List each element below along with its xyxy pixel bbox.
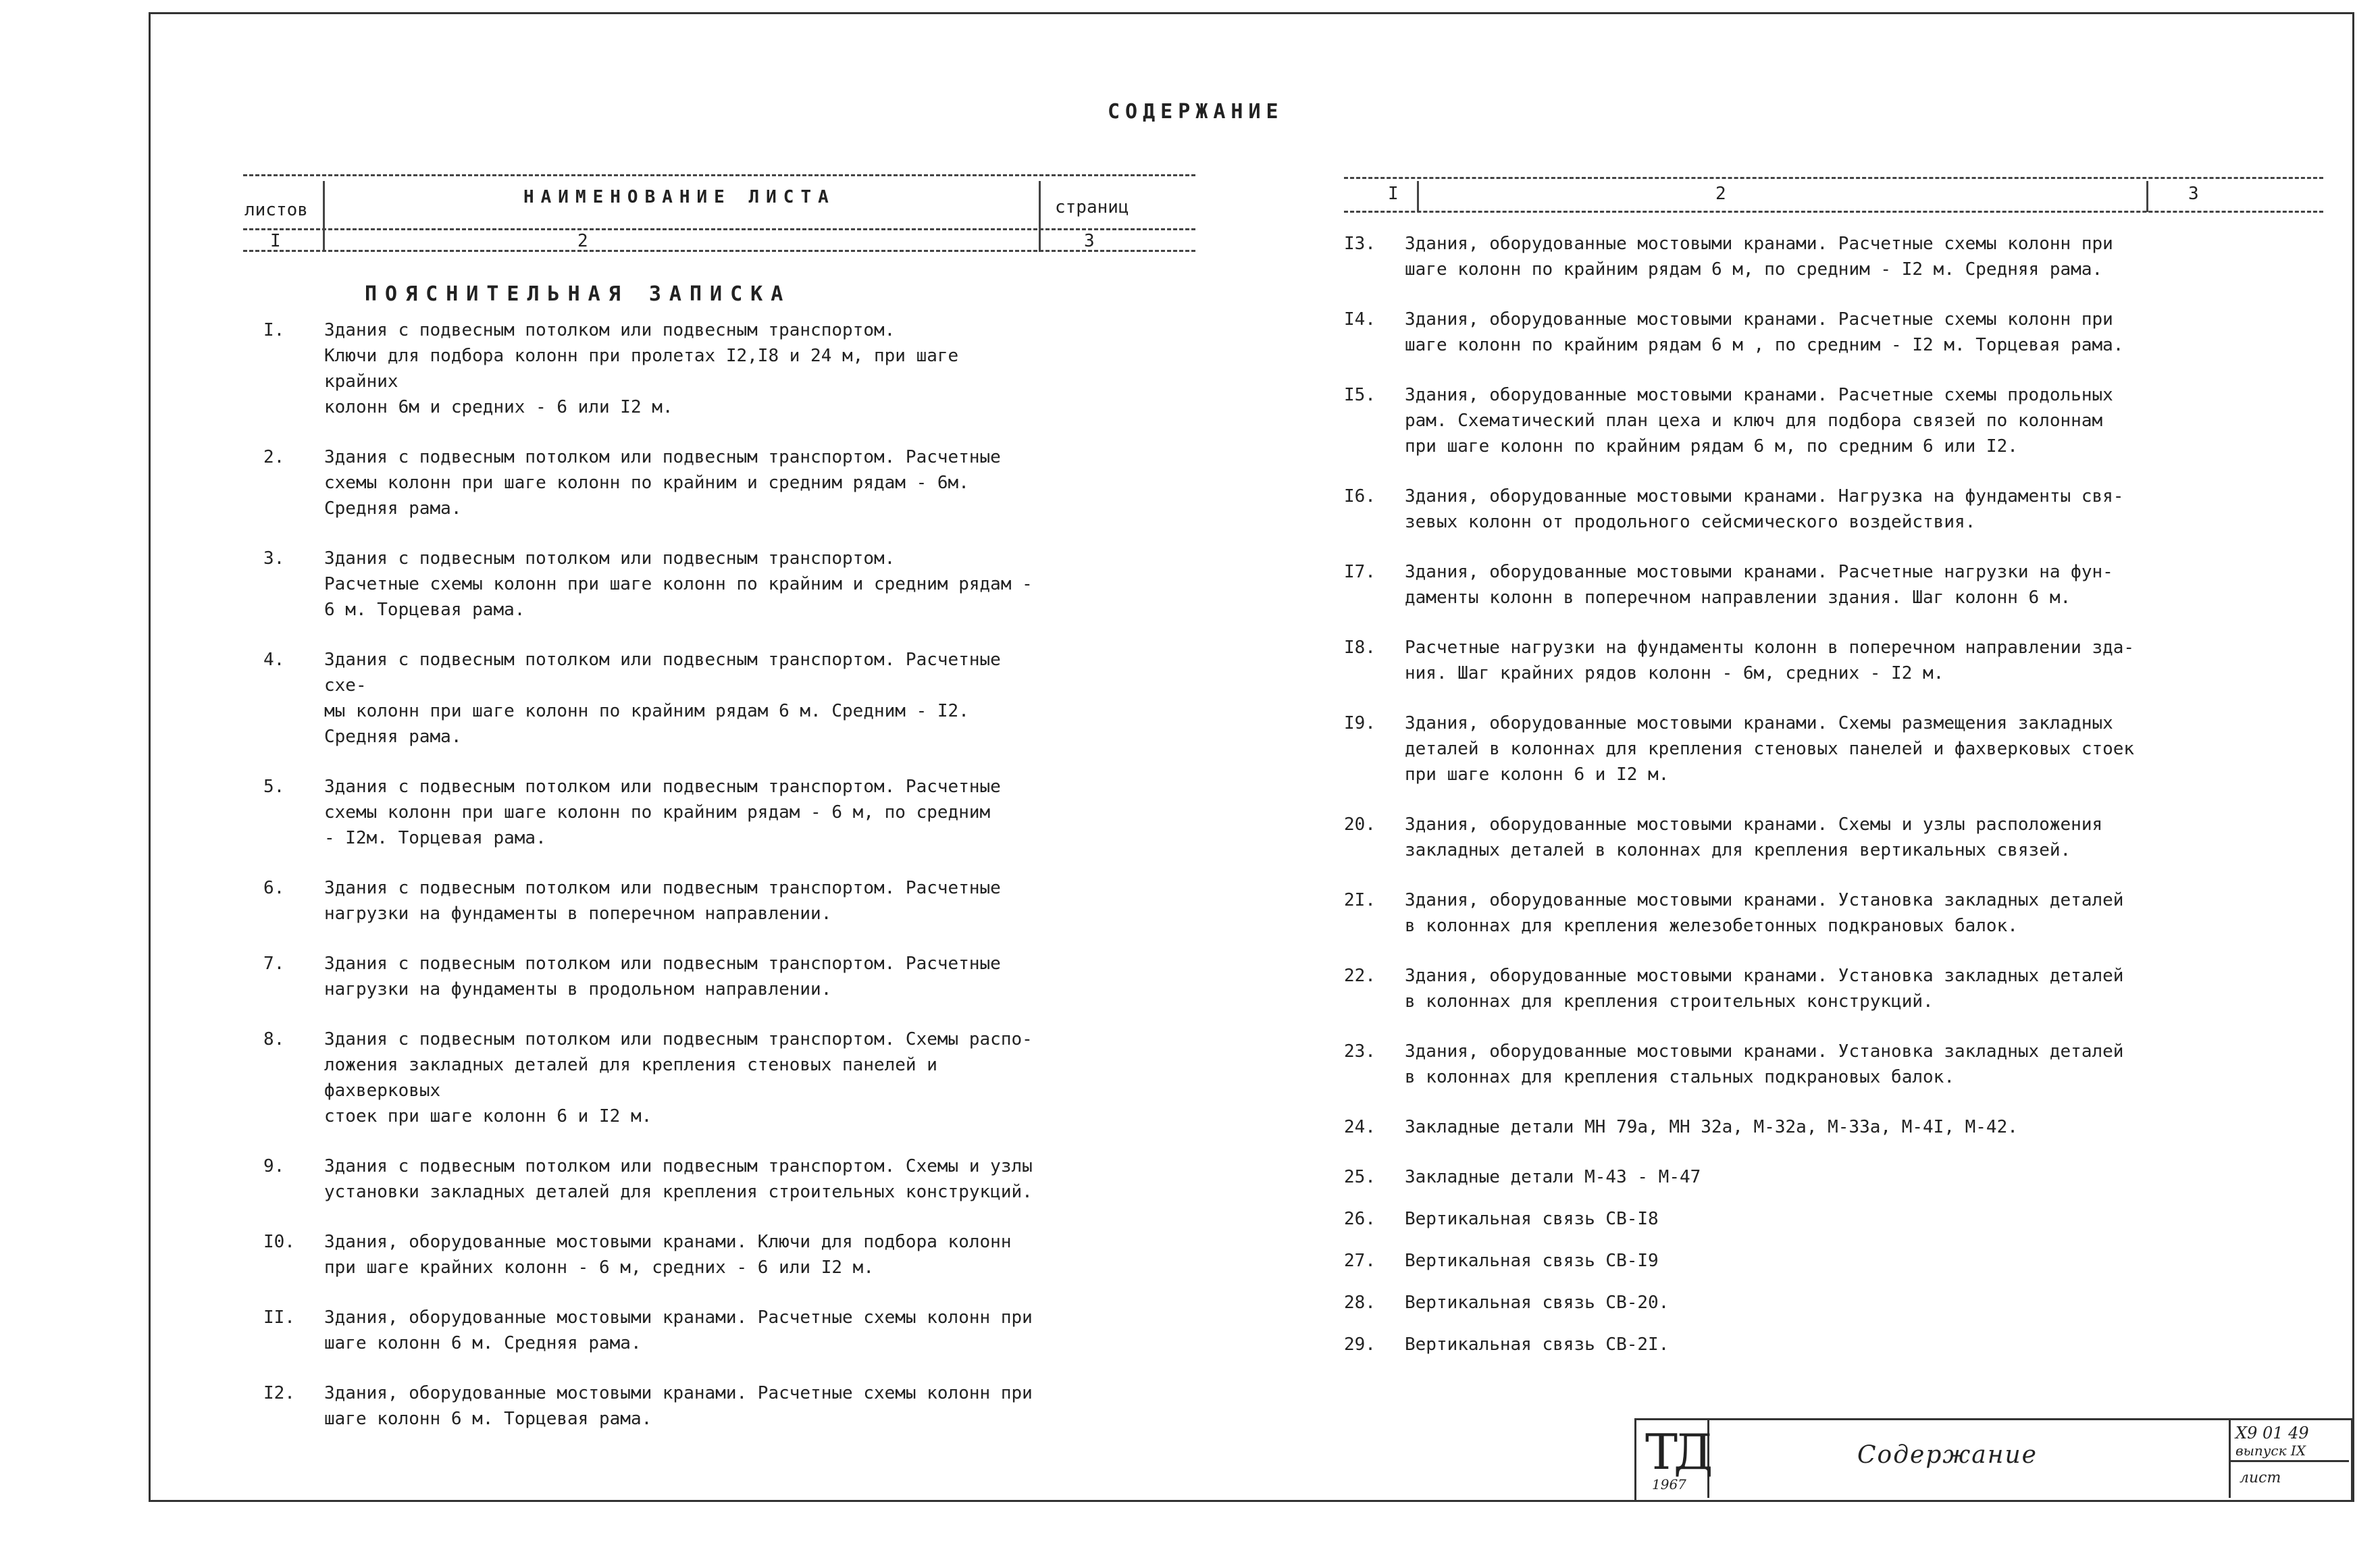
entry-text: Здания, оборудованные мостовыми кранами. Расчетные схемы продольных рам. Схематический план цеха и ключ для подбора связей по колоннам при шаге колонн по крайним рядам 6 м, по средним 6 или I2. <box>1405 385 2113 457</box>
document-title: СОДЕРЖАНИЕ <box>1108 100 1284 124</box>
header-right-divider-2 <box>2146 181 2148 212</box>
entry-text: Вертикальная связь СВ-I8 <box>1405 1209 1659 1229</box>
entry-text: Расчетные нагрузки на фундаменты колонн в поперечном направлении зда- ния. Шаг крайних рядов колонн - 6м, средних - I2 м. <box>1405 638 2135 683</box>
list-item <box>263 1027 1040 1129</box>
entry-text: Здания, оборудованные мостовыми кранами. Схемы и узлы расположения закладных деталей в колоннах для крепления вертикальных связей. <box>1405 814 2103 860</box>
entry-number: 26. <box>1344 1209 1376 1229</box>
list-item <box>1344 307 2181 358</box>
list-item <box>263 774 1040 851</box>
header-divider-2 <box>1039 181 1041 252</box>
entry-number: I7. <box>1344 562 1376 582</box>
entry-number: I4. <box>1344 309 1376 330</box>
header-right-num-1: I <box>1388 184 1399 204</box>
list-item <box>263 647 1040 750</box>
list-item <box>1344 1039 2181 1090</box>
entry-text: Здания с подвесным потолком или подвесным транспортом. Расчетные схемы колонн при шаге колонн по крайним и средним рядам - 6м. Средняя рама. <box>324 447 1001 519</box>
list-item <box>1344 710 2181 787</box>
entry-text: Здания с подвесным потолком или подвесным транспортом. Ключи для подбора колонн при пролетах I2,I8 и 24 м, при шаге крайних колонн 6м и средних - 6 или I2 м. <box>324 320 959 417</box>
entry-text: Здания, оборудованные мостовыми кранами. Нагрузка на фундаменты свя- зевых колонн от продольного сейсмического воздействия. <box>1405 486 2124 532</box>
header-num-2: 2 <box>577 231 588 251</box>
entry-number: 6. <box>263 878 285 898</box>
entry-number: 28. <box>1344 1293 1376 1313</box>
contents-list-left <box>263 317 1040 1432</box>
entry-text: Вертикальная связь СВ-2I. <box>1405 1334 1670 1355</box>
header-divider-1 <box>323 181 325 252</box>
list-item <box>1344 559 2181 611</box>
entry-text: Здания, оборудованные мостовыми кранами. Установка закладных деталей в колоннах для крепления строительных конструкций. <box>1405 966 2124 1012</box>
entry-text: Здания, оборудованные мостовыми кранами. Расчетные схемы колонн при шаге колонн 6 м. Торцевая рама. <box>324 1383 1033 1429</box>
list-item <box>1344 1248 2181 1274</box>
entry-text: Здания, оборудованные мостовыми кранами. Установка закладных деталей в колоннах для крепления железобетонных подкрановых балок. <box>1405 890 2124 936</box>
stamp-sheet-title: Содержание <box>1857 1441 2038 1469</box>
list-item <box>263 1229 1040 1280</box>
entry-number: 5. <box>263 777 285 797</box>
list-item <box>1344 812 2181 863</box>
entry-text: Вертикальная связь СВ-I9 <box>1405 1251 1659 1271</box>
entry-text: Закладные детали М-43 - М-47 <box>1405 1167 1701 1187</box>
list-item <box>263 875 1040 927</box>
entry-number: 27. <box>1344 1251 1376 1271</box>
entry-text: Закладные детали МН 79а, МН 32а, М-32а, М-33а, М-4I, М-42. <box>1405 1117 2018 1137</box>
entry-number: 29. <box>1344 1334 1376 1355</box>
entry-number: I2. <box>263 1383 295 1403</box>
entry-number: 23. <box>1344 1041 1376 1062</box>
list-item <box>263 1305 1040 1356</box>
entry-number: I6. <box>1344 486 1376 507</box>
entry-number: 24. <box>1344 1117 1376 1137</box>
header-col-name: НАИМЕНОВАНИЕ ЛИСТА <box>523 187 835 207</box>
header-right-num-2: 2 <box>1715 184 1726 204</box>
entry-text: Здания, оборудованные мостовыми кранами. Расчетные нагрузки на фун- даменты колонн в поперечном направлении здания. Шаг колонн 6 м. <box>1405 562 2113 608</box>
entry-number: I0. <box>263 1232 295 1252</box>
header-col-pages: страниц <box>1055 197 1129 217</box>
entry-number: 9. <box>263 1156 285 1176</box>
entry-text: Здания с подвесным потолком или подвесным транспортом. Схемы распо- ложения закладных деталей для крепления стеновых панелей и фахверковых стоек при шаге колонн 6 и I2 м. <box>324 1029 1033 1126</box>
entry-number: I3. <box>1344 234 1376 254</box>
list-item <box>1344 484 2181 535</box>
list-item <box>263 1380 1040 1432</box>
entry-number: 25. <box>1344 1167 1376 1187</box>
entry-number: I8. <box>1344 638 1376 658</box>
list-item <box>1344 1332 2181 1357</box>
entry-number: I5. <box>1344 385 1376 405</box>
entry-text: Здания, оборудованные мостовыми кранами. Ключи для подбора колонн при шаге крайних колонн - 6 м, средних - 6 или I2 м. <box>324 1232 1012 1278</box>
list-item <box>1344 231 2181 282</box>
stamp-logo: ТД <box>1645 1424 1709 1480</box>
header-rule-top <box>243 174 1195 176</box>
entry-number: 4. <box>263 650 285 670</box>
entry-text: Здания с подвесным потолком или подвесным транспортом. Расчетные нагрузки на фундаменты в поперечном направлении. <box>324 878 1001 924</box>
header-right-num-3: 3 <box>2188 184 2199 204</box>
entry-text: Здания, оборудованные мостовыми кранами. Схемы размещения закладных деталей в колоннах для крепления стеновых панелей и фахверковых стоек при шаге колонн 6 и I2 м. <box>1405 713 2135 785</box>
stamp-doc-code: Х9 01 49 <box>2235 1424 2309 1443</box>
entry-number: 3. <box>263 548 285 569</box>
entry-number: 2I. <box>1344 890 1376 910</box>
entry-text: Здания с подвесным потолком или подвесным транспортом. Расчетные схе- мы колонн при шаге колонн по крайним рядам 6 м. Средним - I2. Средняя рама. <box>324 650 1001 747</box>
stamp-code-divider <box>2229 1460 2349 1462</box>
stamp-year: 1967 <box>1652 1476 1686 1492</box>
list-item <box>263 317 1040 420</box>
header-col-sheets: листов <box>244 200 308 220</box>
list-item <box>263 546 1040 623</box>
header-num-1: I <box>270 231 281 251</box>
section-title: ПОЯСНИТЕЛЬНАЯ ЗАПИСКА <box>365 282 792 306</box>
list-item <box>1344 635 2181 686</box>
header-num-3: 3 <box>1084 231 1095 251</box>
entry-number: II. <box>263 1307 295 1328</box>
header-rule-bottom <box>243 250 1195 252</box>
list-item <box>1344 1164 2181 1190</box>
entry-text: Вертикальная связь СВ-20. <box>1405 1293 1670 1313</box>
entry-number: 20. <box>1344 814 1376 835</box>
entry-number: 8. <box>263 1029 285 1049</box>
entry-number: 7. <box>263 954 285 974</box>
list-item <box>1344 1114 2181 1140</box>
entry-text: Здания с подвесным потолком или подвесным транспортом. Расчетные схемы колонн при шаге колонн по крайним рядам - 6 м, по средним - I2м. Торцевая рама. <box>324 777 1001 848</box>
list-item <box>1344 963 2181 1014</box>
list-item <box>1344 382 2181 459</box>
entry-number: 2. <box>263 447 285 467</box>
entry-text: Здания с подвесным потолком или подвесным транспортом. Расчетные нагрузки на фундаменты в продольном направлении. <box>324 954 1001 999</box>
list-item <box>1344 1290 2181 1316</box>
entry-text: Здания, оборудованные мостовыми кранами. Установка закладных деталей в колоннах для крепления стальных подкрановых балок. <box>1405 1041 2124 1087</box>
contents-list-right <box>1344 231 2181 1357</box>
stamp-issue: выпуск IX <box>2235 1443 2306 1459</box>
header-right-rule-top <box>1344 177 2323 179</box>
entry-text: Здания с подвесным потолком или подвесным транспортом. Расчетные схемы колонн при шаге колонн по крайним и средним рядам - 6 м. Торцевая рама. <box>324 548 1033 620</box>
list-item <box>263 951 1040 1002</box>
entry-number: 22. <box>1344 966 1376 986</box>
entry-text: Здания, оборудованные мостовыми кранами. Расчетные схемы колонн при шаге колонн 6 м. Средняя рама. <box>324 1307 1033 1353</box>
list-item <box>1344 887 2181 939</box>
entry-number: I. <box>263 320 285 340</box>
entry-text: Здания, оборудованные мостовыми кранами. Расчетные схемы колонн при шаге колонн по крайним рядам 6 м , по средним - I2 м. Торцевая рама. <box>1405 309 2124 355</box>
header-right-divider-1 <box>1417 181 1419 212</box>
entry-number: I9. <box>1344 713 1376 733</box>
list-item <box>263 444 1040 521</box>
header-rule-mid <box>243 228 1195 230</box>
stamp-sheet-label: лист <box>2240 1470 2281 1486</box>
list-item <box>1344 1206 2181 1232</box>
entry-text: Здания, оборудованные мостовыми кранами. Расчетные схемы колонн при шаге колонн по крайним рядам 6 м, по средним - I2 м. Средняя рама. <box>1405 234 2113 280</box>
entry-text: Здания с подвесным потолком или подвесным транспортом. Схемы и узлы установки закладных деталей для крепления строительных конструкций. <box>324 1156 1033 1202</box>
header-right-rule-bottom <box>1344 211 2323 213</box>
list-item <box>263 1153 1040 1205</box>
